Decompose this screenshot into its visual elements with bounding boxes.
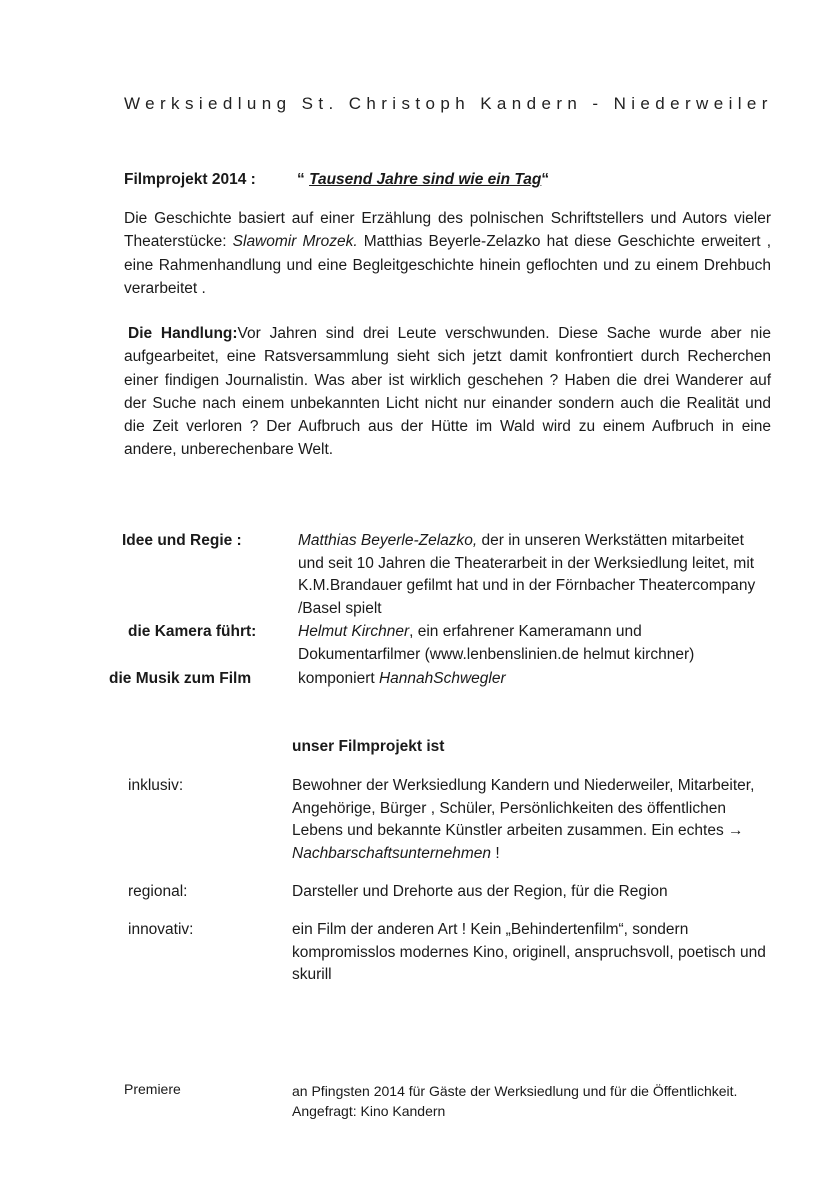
plot-paragraph [124, 322, 771, 462]
inclusive-description: Bewohner der Werksiedlung Kandern und Niederweiler, Mitarbeiter, Angehörige, Bürger , Schüler, Persönlichkeiten des öffentlichen Lebens und bekannte Künstler arbeiten zusammen. Ein echtes → [292, 777, 755, 839]
plot-label: Die Handlung: [128, 325, 238, 342]
letterhead: Werksiedlung St. Christoph Kandern - Niederweiler [124, 94, 773, 113]
author-name: Slawomir Mrozek. [232, 233, 358, 251]
inclusive-tail: ! [491, 844, 500, 862]
inclusive-text [292, 775, 772, 865]
premiere-label: Premiere [124, 1081, 181, 1097]
film-title [297, 171, 549, 188]
film-title-text: Tausend Jahre sind wie ein Tag [309, 171, 542, 188]
project-year-label: Filmprojekt 2014 : [124, 171, 256, 188]
camera-label: die Kamera führt: [128, 623, 257, 640]
story-continuation: Matthias Beyerle-Zelazko hat diese Geschichte erweitert , eine Rahmenhandlung und eine Begleitgeschichte hinein geflochten und zu einem Drehbuch verarbeitet . [124, 233, 771, 297]
director-description: der in unseren Werkstätten mitarbeitet und seit 10 Jahren die Theaterarbeit in der Werksiedlung leitet, mit K.M.Brandauer gefilmt hat und in der Förnbacher Theatercompany /Basel spielt [298, 532, 756, 617]
camera-description: , ein erfahrener Kameramann und Dokumentarfilmer (www.lenbenslinien.de helmut kirchner) [298, 623, 695, 663]
regional-text: Darsteller und Drehorte aus der Region, für die Region [292, 883, 668, 900]
story-intro: Die Geschichte basiert auf einer Erzählung des polnischen Schriftstellers und Autors vieler Theaterstücke: [124, 210, 771, 251]
composer-name: HannahSchwegler [378, 670, 506, 687]
music-label: die Musik zum Film [109, 670, 252, 687]
music-text [298, 668, 768, 691]
innovative-label: innovativ: [128, 921, 194, 938]
director-text [298, 530, 768, 620]
inclusive-emphasis: Nachbarschaftsunternehmen [292, 844, 492, 862]
close-quote: “ [541, 171, 550, 188]
project-heading: unser Filmprojekt ist [292, 738, 445, 755]
director-label: Idee und Regie : [122, 532, 242, 549]
music-description: komponiert [298, 670, 379, 687]
project-title-row [124, 171, 549, 189]
director-name: Matthias Beyerle-Zelazko, [298, 532, 478, 549]
story-paragraph [124, 207, 771, 300]
open-quote: “ [297, 171, 310, 188]
inclusive-label: inklusiv: [128, 777, 184, 794]
innovative-text: ein Film der anderen Art ! Kein „Behindertenfilm“, sondern kompromisslos modernes Kino, originell, anspruchsvoll, poetisch und skurill [292, 921, 766, 983]
plot-text: Vor Jahren sind drei Leute verschwunden. Diese Sache wurde aber nie aufgearbeitet, eine Ratsversammlung sieht sich jetzt damit konfrontiert durch Recherchen einer findigen Journalistin. Was aber ist wirklich geschehen ? Haben die drei Wanderer auf der Suche nach einem unbekannten Licht nicht nur einander sondern auch die Realität und die Zeit verloren ? Der Aufbruch aus der Hütte im Wald wird zu einem Aufbruch in eine andere, unberechenbare Welt. [124, 325, 771, 459]
camera-text [298, 621, 768, 666]
premiere-text: an Pfingsten 2014 für Gäste der Werksiedlung und für die Öffentlichkeit. Angefragt: Kino Kandern [292, 1083, 738, 1119]
regional-label: regional: [128, 883, 188, 900]
camera-name: Helmut Kirchner [298, 623, 410, 640]
